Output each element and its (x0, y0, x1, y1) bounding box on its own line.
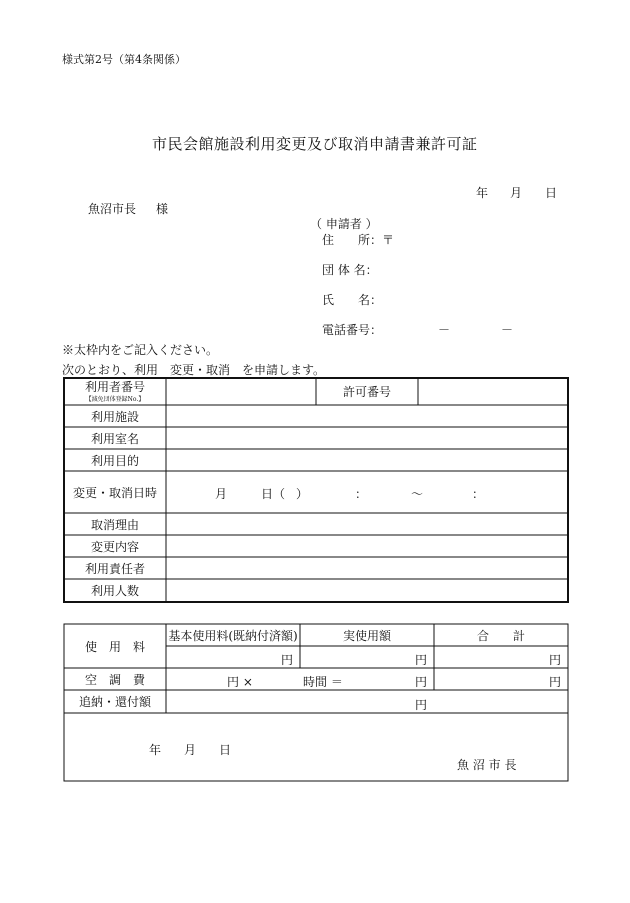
weekday-paren: ） (296, 487, 309, 501)
date-month-label: 月 (510, 186, 523, 200)
permit-number-label: 許可番号 (342, 385, 391, 399)
footer-year-label: 年 (149, 743, 162, 757)
responsible-person-field[interactable] (166, 557, 568, 579)
usage-fee-label: 使 用 料 (84, 639, 145, 654)
change-content-field[interactable] (166, 535, 568, 557)
permit-number-field[interactable] (418, 378, 568, 405)
date-year-label: 年 (476, 186, 489, 200)
room-label: 利用室名 (90, 431, 139, 446)
yen-unit: 円 (415, 698, 428, 712)
adjustment-label: 追納・還付額 (78, 695, 151, 709)
user-number-label: 利用者番号 (84, 380, 145, 394)
user-number-sublabel: 【減免団体登録No.】 (85, 396, 145, 403)
time-colon: ： (355, 487, 368, 501)
date-day-label: 日 (545, 186, 558, 200)
phone-separator: － (501, 323, 514, 337)
footer-day-label: 日 (219, 743, 232, 757)
addressee: 魚沼市長 (88, 202, 137, 216)
name-label: 氏 名： (322, 293, 383, 307)
base-fee-label: 基本使用料(既納付済額) (168, 628, 298, 643)
form-number: 様式第2号（第4条関係） (62, 53, 186, 66)
date-month-unit: 月 (215, 487, 228, 501)
page-title: 市民会館施設利用変更及び取消申請書兼許可証 (152, 135, 478, 153)
facility-label: 利用施設 (90, 409, 139, 424)
applicant-heading: （ 申請者 ） (310, 217, 378, 231)
phone-label: 電話番号： (322, 323, 383, 337)
ac-rate-unit: 円 × (227, 675, 253, 689)
purpose-label: 利用目的 (90, 453, 139, 468)
yen-unit: 円 (415, 653, 428, 667)
purpose-field[interactable] (166, 449, 568, 471)
group-name-label: 団 体 名： (322, 263, 378, 277)
headcount-label: 利用人数 (90, 584, 139, 598)
date-day-unit: 日（ (261, 487, 286, 501)
user-number-field[interactable] (166, 378, 316, 405)
change-content-label: 変更内容 (90, 539, 139, 554)
actual-fee-label: 実使用額 (342, 628, 391, 643)
mayor-signature: 魚 沼 市 長 (457, 758, 517, 772)
headcount-field[interactable] (166, 579, 568, 602)
facility-field[interactable] (166, 405, 568, 427)
ac-fee-label: 空 調 費 (84, 672, 145, 687)
addressee-honorific: 様 (156, 202, 169, 216)
request-text: 次のとおり、利用 変更・取消 を申請します。 (62, 363, 326, 377)
footer-month-label: 月 (184, 743, 197, 757)
cancel-reason-label: 取消理由 (90, 517, 139, 532)
total-label: 合 計 (476, 628, 525, 643)
fill-note: ※太枠内をご記入ください。 (62, 343, 219, 357)
yen-unit: 円 (549, 675, 562, 689)
responsible-person-label: 利用責任者 (84, 561, 145, 576)
room-field[interactable] (166, 427, 568, 449)
yen-unit: 円 (549, 653, 562, 667)
yen-unit: 円 (281, 653, 294, 667)
time-colon: ： (472, 487, 485, 501)
yen-unit: 円 (415, 675, 428, 689)
change-date-label: 変更・取消日時 (72, 485, 157, 500)
time-range-tilde: ～ (411, 487, 424, 501)
cancel-reason-field[interactable] (166, 513, 568, 535)
address-label: 住 所：〒 (322, 233, 395, 247)
phone-separator: － (438, 323, 451, 337)
ac-hours-unit: 時間 ＝ (303, 675, 343, 689)
